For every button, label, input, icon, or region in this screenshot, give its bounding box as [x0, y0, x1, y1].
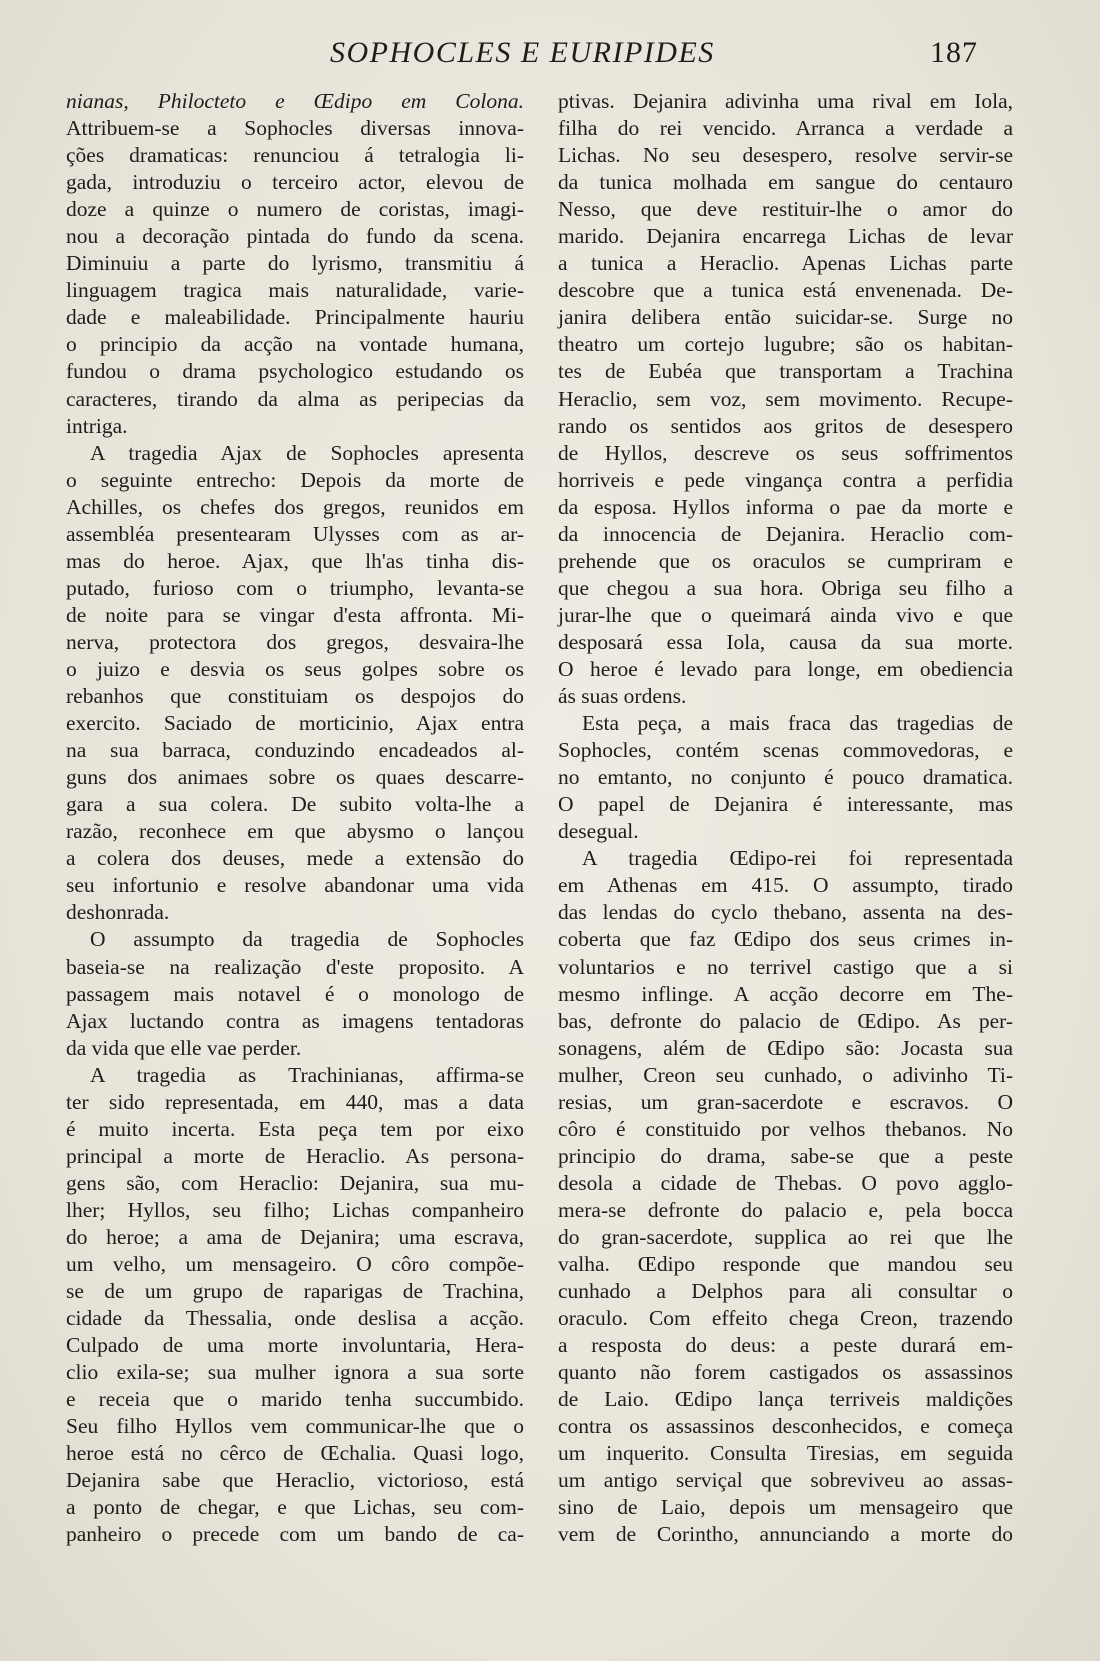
text-line: ter sido representada, em 440, mas a data — [66, 1089, 524, 1114]
text-line: razão, reconhece em que abysmo o lançou — [66, 819, 524, 844]
text-line: o juizo e desvia os seus golpes sobre os — [66, 656, 524, 681]
text-line: cunhado a Delphos para ali consultar o — [558, 1279, 1013, 1304]
text-line: exercito. Saciado de morticinio, Ajax entra — [66, 711, 524, 736]
text-line: da vida que elle vae perder. — [66, 1035, 302, 1060]
text-line: um antigo serviçal que sobreviveu ao assas- — [558, 1468, 1013, 1493]
text-line: um velho, um mensageiro. O côro compõe- — [66, 1252, 524, 1277]
text-line: deshonrada. — [66, 900, 170, 925]
text-line: valha. Œdipo responde que mandou seu — [558, 1252, 1013, 1277]
text-line: Nesso, que deve restituir-lhe o amor do — [558, 197, 1013, 222]
text-line: o seguinte entrecho: Depois da morte de — [66, 467, 524, 492]
text-line: panheiro o precede com um bando de ca- — [66, 1522, 524, 1547]
text-line: O heroe é levado para longe, em obediencia — [558, 656, 1013, 681]
text-line: oraculo. Com effeito chega Creon, trazendo — [558, 1306, 1013, 1331]
text-line: gens são, com Heraclio: Dejanira, sua mu- — [66, 1170, 524, 1195]
text-line: lher; Hyllos, seu filho; Lichas companheiro — [66, 1197, 524, 1222]
text-line: Culpado de uma morte involuntaria, Hera- — [66, 1333, 524, 1358]
text-line: quanto não forem castigados os assassinos — [558, 1360, 1013, 1385]
text-line: a resposta do deus: a peste durará em- — [558, 1333, 1013, 1358]
text-line: a colera dos deuses, mede a extensão do — [66, 846, 524, 871]
text-line: dade e maleabilidade. Principalmente hauriu — [66, 305, 524, 330]
text-line: da tunica molhada em sangue do centauro — [558, 170, 1013, 195]
text-line: Achilles, os chefes dos gregos, reunidos em — [66, 494, 524, 519]
text-line: descobre que a tunica está envenenada. De- — [558, 278, 1013, 303]
text-line: fundou o drama psychologico estudando os — [66, 359, 524, 384]
text-line: e receia que o marido tenha succumbido. — [66, 1387, 524, 1412]
text-line: bas, defronte do palacio de Œdipo. As per- — [558, 1008, 1013, 1033]
text-line: um inquerito. Consulta Tiresias, em seguida — [558, 1441, 1013, 1466]
text-line: gara a sua colera. De subito volta-lhe a — [66, 792, 524, 817]
text-line: o principio da acção na vontade humana, — [66, 332, 524, 357]
text-line: principio do drama, sabe-se que a peste — [558, 1143, 1013, 1168]
text-line: baseia-se na realização d'este proposito. A — [66, 954, 524, 979]
text-line: coberta que faz Œdipo dos seus crimes in- — [558, 927, 1013, 952]
text-line: Seu filho Hyllos vem communicar-lhe que o — [66, 1414, 524, 1439]
text-line: desposará essa Iola, causa da sua morte. — [558, 629, 1013, 654]
page-number: 187 — [930, 36, 978, 69]
text-line: da innocencia de Dejanira. Heraclio com- — [558, 521, 1013, 546]
text-line: principal a morte de Heraclio. As persona- — [66, 1143, 524, 1168]
text-line: Dejanira sabe que Heraclio, victorioso, está — [66, 1468, 524, 1493]
text-line: nerva, protectora dos gregos, desvaira-lhe — [66, 629, 524, 654]
text-line: resias, um gran-sacerdote e escravos. O — [558, 1089, 1013, 1114]
text-line: putado, furioso com o triumpho, levanta-se — [66, 575, 524, 600]
text-line: voluntarios e no terrivel castigo que a si — [558, 954, 1013, 979]
text-line: da esposa. Hyllos informa o pae da morte e — [558, 494, 1013, 519]
text-line: sino de Laio, depois um mensageiro que — [558, 1495, 1013, 1520]
text-line: mera-se defronte do palacio e, pela bocca — [558, 1197, 1013, 1222]
text-line: Esta peça, a mais fraca das tragedias de — [582, 711, 1013, 736]
text-line: nianas, Philocteto e Œdipo em Colona. — [66, 89, 524, 113]
text-line: desola a cidade de Thebas. O povo agglo- — [558, 1170, 1013, 1195]
text-line: janira delibera então suicidar-se. Surge no — [558, 305, 1013, 330]
text-line: guns dos animaes sobre os quaes descarre- — [66, 765, 524, 790]
text-line: Lichas. No seu desespero, resolve servir-se — [558, 143, 1013, 168]
text-line: intriga. — [66, 413, 128, 438]
text-line: clio exila-se; sua mulher ignora a sua sorte — [66, 1360, 524, 1385]
text-line: Ajax luctando contra as imagens tentadoras — [66, 1008, 524, 1033]
text-line: passagem mais notavel é o monologo de — [66, 981, 524, 1006]
text-line: theatro um cortejo lugubre; são os habitan- — [558, 332, 1013, 357]
text-line: marido. Dejanira encarrega Lichas de levar — [558, 224, 1013, 249]
page-header — [0, 30, 1100, 80]
text-line: doze a quinze o numero de coristas, imagi- — [66, 197, 524, 222]
text-line: vem de Corintho, annunciando a morte do — [558, 1522, 1013, 1547]
text-line: sonagens, além de Œdipo são: Jocasta sua — [558, 1035, 1013, 1060]
text-line: Heraclio, sem voz, sem movimento. Recupe- — [558, 386, 1013, 411]
text-line: A tragedia Œdipo-rei foi representada — [582, 846, 1013, 871]
text-line: seu infortunio e resolve abandonar uma vida — [66, 873, 524, 898]
text-line: contra os assassinos desconhecidos, e começa — [558, 1414, 1013, 1439]
text-line: cidade da Thessalia, onde deslisa a acção. — [66, 1306, 524, 1331]
text-line: na sua barraca, conduzindo encadeados al- — [66, 738, 524, 763]
text-line: tes de Eubéa que transportam a Trachina — [558, 359, 1013, 384]
text-line: das lendas do cyclo thebano, assenta na des- — [558, 900, 1013, 925]
text-line: rando os sentidos aos gritos de desespero — [558, 413, 1013, 438]
text-line: de Laio. Œdipo lança terriveis maldições — [558, 1387, 1013, 1412]
text-line: no emtanto, no conjunto é pouco dramatica. — [558, 765, 1013, 790]
text-line: de noite para se vingar d'esta affronta. Mi- — [66, 602, 524, 627]
text-line: horriveis e pede vingança contra a perfidia — [558, 467, 1013, 492]
text-line: rebanhos que constituiam os despojos do — [66, 684, 524, 709]
text-line: linguagem tragica mais naturalidade, varie- — [66, 278, 524, 303]
text-line: é muito incerta. Esta peça tem por eixo — [66, 1116, 524, 1141]
text-line: caracteres, tirando da alma as peripecias da — [66, 386, 524, 411]
text-line: se de um grupo de raparigas de Trachina, — [66, 1279, 524, 1304]
right-text-column — [558, 88, 1013, 1549]
text-line: do gran-sacerdote, supplica ao rei que lhe — [558, 1224, 1013, 1249]
text-line: O assumpto da tragedia de Sophocles — [90, 927, 524, 952]
text-line: prehende que os oraculos se cumpriram e — [558, 548, 1013, 573]
text-line: A tragedia as Trachinianas, affirma-se — [90, 1062, 524, 1087]
text-line: do heroe; a ama de Dejanira; uma escrava, — [66, 1224, 524, 1249]
text-line: que chegou a sua hora. Obriga seu filho a — [558, 575, 1013, 600]
text-line: a tunica a Heraclio. Apenas Lichas parte — [558, 251, 1013, 276]
text-line: Sophocles, contém scenas commovedoras, e — [558, 738, 1013, 763]
text-line: assembléa presentearam Ulysses com as ar- — [66, 521, 524, 546]
text-line: nou a decoração pintada do fundo da scena. — [66, 224, 524, 249]
text-line: em Athenas em 415. O assumpto, tirado — [558, 873, 1013, 898]
text-line: desegual. — [558, 819, 639, 844]
text-line: a ponto de chegar, e que Lichas, seu com- — [66, 1495, 524, 1520]
text-line: côro é constituido por velhos thebanos. No — [558, 1116, 1013, 1141]
text-line: mulher, Creon seu cunhado, o adivinho Ti- — [558, 1062, 1013, 1087]
text-line: mas do heroe. Ajax, que lh'as tinha dis- — [66, 548, 524, 573]
text-line: filha do rei vencido. Arranca a verdade a — [558, 116, 1013, 141]
left-text-column — [66, 88, 524, 1549]
text-line: Attribuem-se a Sophocles diversas innova- — [66, 116, 524, 141]
text-line: jurar-lhe que o queimará ainda vivo e que — [558, 602, 1013, 627]
text-line: ás suas ordens. — [558, 684, 687, 709]
text-line: mesmo inflinge. A acção decorre em The- — [558, 981, 1013, 1006]
text-line: de Hyllos, descreve os seus soffrimentos — [558, 440, 1013, 465]
text-line: ções dramaticas: renunciou á tetralogia li- — [66, 143, 524, 168]
text-line: Diminuiu a parte do lyrismo, transmitiu á — [66, 251, 524, 276]
text-line: heroe está no cêrco de Œchalia. Quasi logo, — [66, 1441, 524, 1466]
text-line: A tragedia Ajax de Sophocles apresenta — [90, 440, 524, 465]
text-line: ptivas. Dejanira adivinha uma rival em Iola, — [558, 89, 1013, 113]
running-title: SOPHOCLES E EURIPIDES — [330, 36, 715, 69]
text-line: O papel de Dejanira é interessante, mas — [558, 792, 1013, 817]
text-line: gada, introduziu o terceiro actor, elevou de — [66, 170, 524, 195]
